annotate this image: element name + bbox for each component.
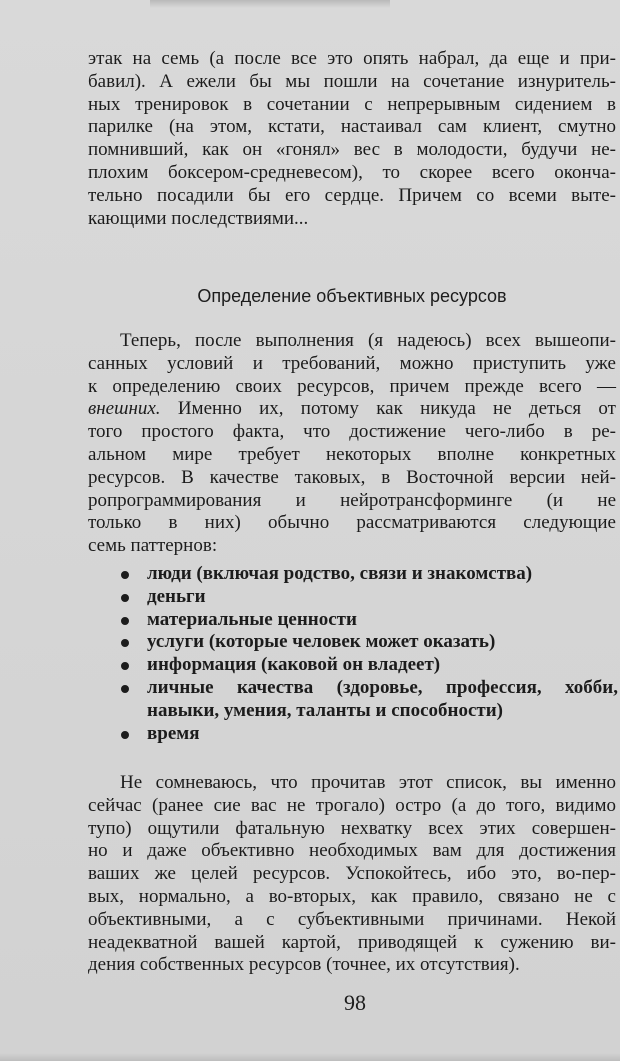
text-line: семь паттернов: (88, 535, 218, 557)
list-item-text: люди (включая родство, связи и знакомства) (147, 563, 533, 584)
text-line: объективными, а с субъективными причинами. Некой (88, 908, 616, 930)
paragraph-continuation (88, 48, 616, 230)
text-line: только в них) обычно рассматриваются следующие (88, 512, 616, 534)
text-line: ресурсов. В качестве таковых, в Восточной версии ней- (88, 466, 616, 488)
text-line: альном мире требует некоторых вполне конкретных (88, 443, 616, 465)
text-line: ных тренировок в сочетании с непрерывным сидением в (88, 93, 616, 115)
text-line: кающими последствиями... (88, 207, 309, 229)
bullet-icon (121, 594, 129, 602)
bullet-icon (121, 662, 129, 670)
section-heading: Определение объективных ресурсов (197, 286, 507, 306)
list-item (88, 677, 618, 723)
bullet-icon (121, 685, 129, 693)
text-line: вых, нормально, а во-вторых, как правило, связано не с (88, 885, 616, 907)
text-line: Теперь, после выполнения (я надеюсь) всех вышеопи- (120, 330, 616, 351)
list-item (88, 654, 618, 677)
text-line: тельно посадили бы его сердце. Причем со всеми выте- (88, 184, 616, 206)
text-line: этак на семь (а после все это опять набрал, да еще и при- (88, 48, 616, 69)
list-item-text: материальные ценности (147, 608, 357, 630)
bullet-icon (121, 639, 129, 647)
text-line: парилке (на этом, кстати, настаивал сам клиент, смутно (88, 116, 616, 138)
text-line: но и даже объективно необходимых вам для достижения (88, 840, 616, 862)
scan-shadow-top (150, 0, 390, 8)
list-item (88, 723, 618, 746)
bullet-icon (121, 731, 129, 739)
italic-word: внешних. (88, 398, 161, 420)
paragraph-conclusion (88, 772, 616, 977)
text-line: санных условий и требований, можно приступить уже (88, 352, 616, 374)
text-line: Не сомневаюсь, что прочитав этот список, вы именно (120, 772, 616, 793)
text-line: бавил). А ежели бы мы пошли на сочетание изнуритель- (88, 70, 616, 92)
text-line: тупо) ощутили фатальную нехватку всех этих совершен- (88, 817, 616, 839)
list-item-text: личные качества (здоровье, профессия, хобби, (147, 676, 618, 698)
text-line: неадекватной вашей картой, приводящей к сужению ви- (88, 931, 616, 953)
text-line (88, 398, 616, 421)
list-item-text: услуги (которые человек может оказать) (147, 631, 496, 653)
list-item-text: навыки, умения, таланты и способности) (147, 699, 503, 721)
paragraph-intro (88, 330, 616, 558)
resource-list (88, 563, 618, 745)
text-line: дения собственных ресурсов (точнее, их отсутствия). (88, 954, 520, 976)
list-item-text: информация (каковой он владеет) (147, 654, 441, 676)
text-line: ропрограммирования и нейротрансформинге (и не (88, 489, 616, 511)
scan-shadow-bottom (0, 1053, 620, 1061)
text-line: плохим боксером-средневесом), то скорее всего оконча- (88, 161, 616, 183)
page-number: 98 (344, 990, 366, 1015)
list-item (88, 563, 618, 586)
text-line: помнивший, как он «гонял» вес в молодости, будучи не- (88, 139, 616, 161)
list-item-text: деньги (147, 585, 206, 607)
text-line-rest: Именно их, потому как никуда не деться от (160, 398, 616, 420)
list-item (88, 609, 618, 632)
text-line: ваших же целей ресурсов. Успокойтесь, ибо это, во-пер- (88, 863, 616, 885)
text-line: того простого факта, что достижение чего-либо в ре- (88, 421, 616, 443)
text-line: к определению своих ресурсов, причем прежде всего — (88, 375, 616, 397)
text-line: сейчас (ранее сие вас не трогало) остро (а до того, видимо (88, 794, 616, 816)
bullet-icon (121, 571, 129, 579)
list-item (88, 586, 618, 609)
list-item (88, 631, 618, 654)
list-item-text: время (147, 722, 200, 744)
bullet-icon (121, 617, 129, 625)
